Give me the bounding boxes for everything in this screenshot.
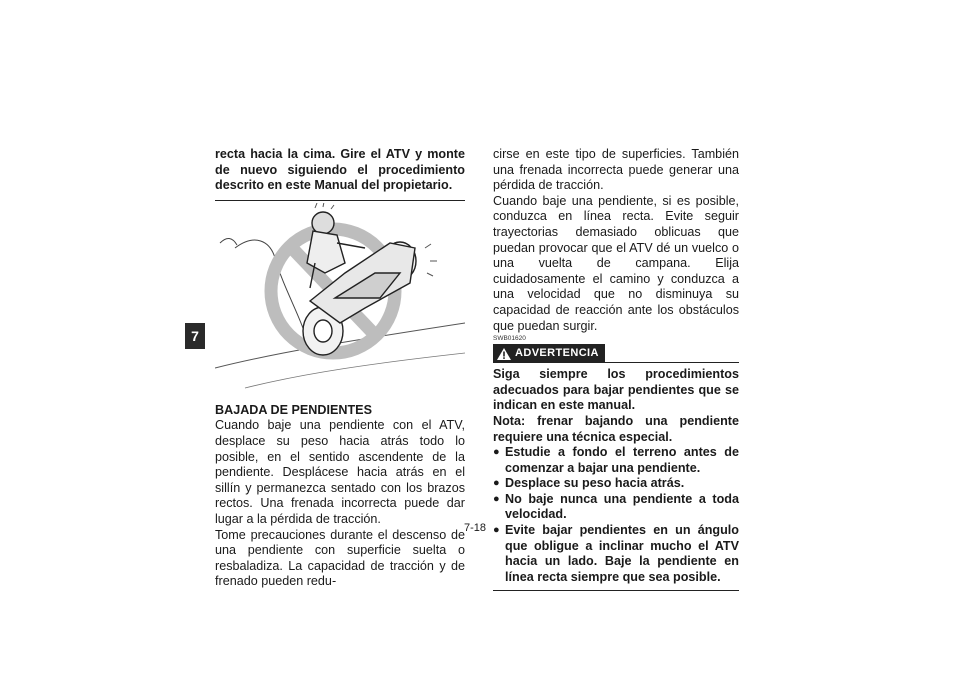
warning-bullet-list — [493, 445, 739, 585]
warning-end-rule — [493, 590, 739, 591]
right-paragraph-1: cirse en este tipo de superficies. También una frenada incorrecta puede generar una pérdida de tracción. — [493, 147, 739, 193]
warning-badge — [493, 344, 605, 363]
warning-header — [493, 344, 739, 363]
atv-downhill-prohibited-illustration — [215, 203, 465, 393]
left-column — [215, 147, 465, 590]
bullet-icon: ● — [493, 492, 500, 505]
left-paragraph-2: Tome precauciones durante el descenso de una pendiente con superficie suelta o resbaladiza. La capacidad de tracción y de frenado pueden redu- — [215, 527, 465, 589]
section-title: BAJADA DE PENDIENTES — [215, 402, 372, 417]
warning-triangle-icon — [497, 348, 511, 360]
list-item: ● Evite bajar pendientes en un ángulo que obligue a inclinar mucho el ATV hacia un lado. Baje la pendiente en línea recta siempre que sea posible. — [493, 523, 739, 584]
warning-rule — [605, 362, 739, 363]
list-item: ● No baje nunca una pendiente a toda velocidad. — [493, 491, 739, 522]
warning-text-2: Nota: frenar bajando una pendiente requiere una técnica especial. — [493, 413, 739, 444]
list-item: ● Estudie a fondo el terreno antes de comenzar a bajar una pendiente. — [493, 445, 739, 475]
bullet-icon: ● — [493, 477, 500, 490]
warning-label: ADVERTENCIA — [515, 347, 599, 360]
right-paragraph-2: Cuando baje una pendiente, si es posible, conduzca en línea recta. Evite seguir trayectorias demasiado oblicuas que puedan provocar que el ATV dé un vuelco o una vuelta de campana. Elija cuidadosamente el camino y conduzca a una velocidad que no disminuya su capacidad de reacción ante los obstáculos que puedan surgir. — [493, 193, 739, 333]
right-column — [493, 147, 739, 591]
bullet-icon: ● — [493, 524, 500, 537]
divider — [215, 200, 465, 201]
page-number: 7-18 — [464, 522, 487, 534]
warning-code: SWB01620 — [493, 335, 526, 343]
warning-text-1: Siga siempre los procedimientos adecuados para bajar pendientes que se indican en este manual. — [493, 367, 739, 413]
left-paragraph-1: Cuando baje una pendiente con el ATV, desplace su peso hacia atrás todo lo posible, en el sentido ascendente de la pendiente. Desplácese hacia atrás en el sillín y permanezca sentado con los brazos rectos. Una frenada incorrecta puede dar lugar a la pérdida de tracción. — [215, 418, 465, 526]
intro-text: recta hacia la cima. Gire el ATV y monte de nuevo siguiendo el procedimiento descrito en este Manual del propietario. — [215, 147, 465, 193]
atv-illustration-svg — [215, 203, 465, 393]
chapter-tab: 7 — [185, 323, 205, 349]
bullet-icon: ● — [493, 446, 500, 459]
list-item: ● Desplace su peso hacia atrás. — [493, 476, 685, 491]
